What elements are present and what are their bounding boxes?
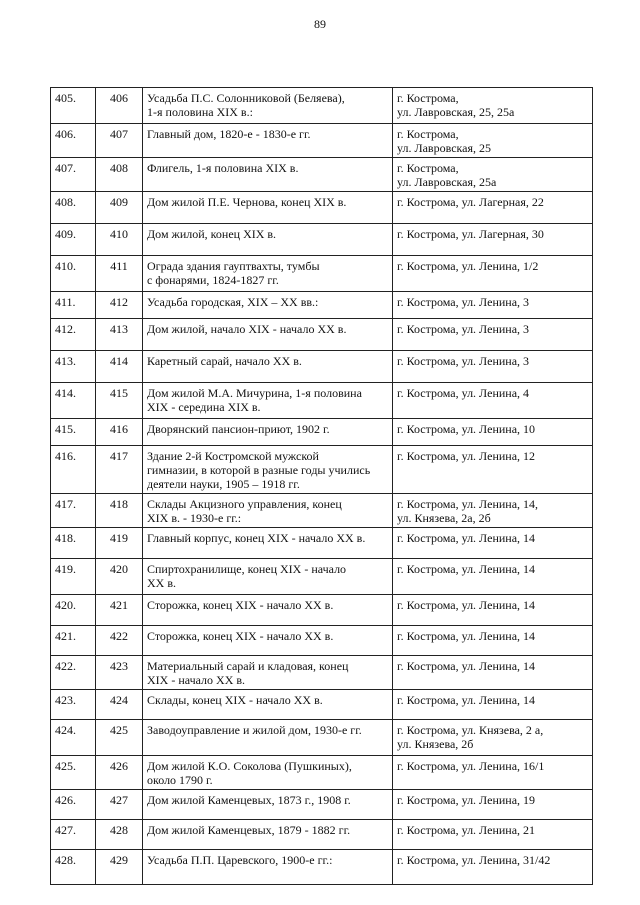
row-number-cell: 412. — [51, 319, 96, 351]
row-number-cell: 411. — [51, 292, 96, 319]
description-cell: Главный корпус, конец XIX - начало XX в. — [143, 528, 393, 559]
address-cell: г. Кострома, ул. Ленина, 14, ул. Князева, 2а, 2б — [393, 494, 593, 528]
table-row — [51, 850, 593, 885]
description-cell: Каретный сарай, начало XX в. — [143, 351, 393, 383]
table-row — [51, 626, 593, 656]
table-row — [51, 595, 593, 626]
table-row — [51, 292, 593, 319]
address-cell: г. Кострома, ул. Ленина, 14 — [393, 559, 593, 595]
description-cell: Дом жилой, конец XIX в. — [143, 224, 393, 256]
table-row — [51, 419, 593, 446]
object-number-cell: 415 — [96, 383, 143, 419]
table-row — [51, 559, 593, 595]
description-cell: Дворянский пансион-приют, 1902 г. — [143, 419, 393, 446]
row-number-cell: 415. — [51, 419, 96, 446]
description-cell: Главный дом, 1820-е - 1830-е гг. — [143, 124, 393, 158]
object-number-cell: 413 — [96, 319, 143, 351]
object-number-cell: 409 — [96, 192, 143, 224]
page-number: 89 — [314, 17, 326, 31]
object-number-cell: 427 — [96, 790, 143, 820]
address-cell: г. Кострома, ул. Лавровская, 25 — [393, 124, 593, 158]
object-number-cell: 429 — [96, 850, 143, 885]
object-number-cell: 410 — [96, 224, 143, 256]
object-number-cell: 414 — [96, 351, 143, 383]
address-cell: г. Кострома, ул. Лавровская, 25, 25а — [393, 88, 593, 124]
row-number-cell: 413. — [51, 351, 96, 383]
row-number-cell: 407. — [51, 158, 96, 192]
address-cell: г. Кострома, ул. Ленина, 10 — [393, 419, 593, 446]
table-row — [51, 690, 593, 720]
address-cell: г. Кострома, ул. Ленина, 1/2 — [393, 256, 593, 292]
description-cell: Дом жилой Каменцевых, 1873 г., 1908 г. — [143, 790, 393, 820]
table-row — [51, 756, 593, 790]
row-number-cell: 418. — [51, 528, 96, 559]
row-number-cell: 420. — [51, 595, 96, 626]
description-cell: Дом жилой М.А. Мичурина, 1-я половина XIX - середина XIX в. — [143, 383, 393, 419]
table-row — [51, 224, 593, 256]
object-number-cell: 418 — [96, 494, 143, 528]
object-number-cell: 423 — [96, 656, 143, 690]
description-cell: Сторожка, конец XIX - начало XX в. — [143, 626, 393, 656]
address-cell: г. Кострома, ул. Ленина, 19 — [393, 790, 593, 820]
description-cell: Усадьба городская, XIX – XX вв.: — [143, 292, 393, 319]
row-number-cell: 410. — [51, 256, 96, 292]
address-cell: г. Кострома, ул. Ленина, 14 — [393, 656, 593, 690]
object-number-cell: 416 — [96, 419, 143, 446]
address-cell: г. Кострома, ул. Ленина, 3 — [393, 319, 593, 351]
address-cell: г. Кострома, ул. Ленина, 3 — [393, 351, 593, 383]
row-number-cell: 421. — [51, 626, 96, 656]
object-number-cell: 420 — [96, 559, 143, 595]
object-number-cell: 408 — [96, 158, 143, 192]
description-cell: Ограда здания гауптвахты, тумбы с фонарями, 1824-1827 гг. — [143, 256, 393, 292]
object-number-cell: 426 — [96, 756, 143, 790]
row-number-cell: 425. — [51, 756, 96, 790]
address-cell: г. Кострома, ул. Ленина, 31/42 — [393, 850, 593, 885]
table-row — [51, 656, 593, 690]
table-row — [51, 528, 593, 559]
address-cell: г. Кострома, ул. Лавровская, 25а — [393, 158, 593, 192]
row-number-cell: 427. — [51, 820, 96, 850]
row-number-cell: 424. — [51, 720, 96, 756]
row-number-cell: 405. — [51, 88, 96, 124]
table-row — [51, 158, 593, 192]
address-cell: г. Кострома, ул. Ленина, 16/1 — [393, 756, 593, 790]
address-cell: г. Кострома, ул. Ленина, 14 — [393, 626, 593, 656]
address-cell: г. Кострома, ул. Ленина, 14 — [393, 690, 593, 720]
table-row — [51, 319, 593, 351]
row-number-cell: 408. — [51, 192, 96, 224]
address-cell: г. Кострома, ул. Ленина, 14 — [393, 528, 593, 559]
description-cell: Усадьба П.П. Царевского, 1900-е гг.: — [143, 850, 393, 885]
object-number-cell: 421 — [96, 595, 143, 626]
row-number-cell: 416. — [51, 446, 96, 494]
table-row — [51, 820, 593, 850]
description-cell: Дом жилой П.Е. Чернова, конец XIX в. — [143, 192, 393, 224]
object-number-cell: 406 — [96, 88, 143, 124]
description-cell: Заводоуправление и жилой дом, 1930-е гг. — [143, 720, 393, 756]
description-cell: Материальный сарай и кладовая, конец XIX - начало XX в. — [143, 656, 393, 690]
table-row — [51, 192, 593, 224]
description-cell: Склады, конец XIX - начало XX в. — [143, 690, 393, 720]
object-number-cell: 419 — [96, 528, 143, 559]
address-cell: г. Кострома, ул. Ленина, 3 — [393, 292, 593, 319]
description-cell: Спиртохранилище, конец XIX - начало XX в. — [143, 559, 393, 595]
description-cell: Дом жилой К.О. Соколова (Пушкиных), около 1790 г. — [143, 756, 393, 790]
address-cell: г. Кострома, ул. Лагерная, 30 — [393, 224, 593, 256]
table-row — [51, 720, 593, 756]
address-cell: г. Кострома, ул. Ленина, 14 — [393, 595, 593, 626]
object-number-cell: 411 — [96, 256, 143, 292]
table-row — [51, 383, 593, 419]
object-number-cell: 428 — [96, 820, 143, 850]
object-number-cell: 407 — [96, 124, 143, 158]
object-number-cell: 422 — [96, 626, 143, 656]
object-number-cell: 417 — [96, 446, 143, 494]
object-number-cell: 425 — [96, 720, 143, 756]
object-number-cell: 424 — [96, 690, 143, 720]
table-row — [51, 88, 593, 124]
row-number-cell: 414. — [51, 383, 96, 419]
description-cell: Дом жилой, начало XIX - начало XX в. — [143, 319, 393, 351]
table-row — [51, 351, 593, 383]
row-number-cell: 423. — [51, 690, 96, 720]
description-cell: Дом жилой Каменцевых, 1879 - 1882 гг. — [143, 820, 393, 850]
row-number-cell: 417. — [51, 494, 96, 528]
table-row — [51, 790, 593, 820]
row-number-cell: 428. — [51, 850, 96, 885]
object-number-cell: 412 — [96, 292, 143, 319]
table-row — [51, 124, 593, 158]
row-number-cell: 419. — [51, 559, 96, 595]
address-cell: г. Кострома, ул. Ленина, 21 — [393, 820, 593, 850]
heritage-table — [50, 87, 593, 885]
description-cell: Сторожка, конец XIX - начало XX в. — [143, 595, 393, 626]
table-row — [51, 256, 593, 292]
address-cell: г. Кострома, ул. Князева, 2 а, ул. Князева, 2б — [393, 720, 593, 756]
row-number-cell: 426. — [51, 790, 96, 820]
description-cell: Усадьба П.С. Солонниковой (Беляева), 1-я половина XIX в.: — [143, 88, 393, 124]
address-cell: г. Кострома, ул. Ленина, 12 — [393, 446, 593, 494]
row-number-cell: 406. — [51, 124, 96, 158]
address-cell: г. Кострома, ул. Ленина, 4 — [393, 383, 593, 419]
description-cell: Склады Акцизного управления, конец XIX в. - 1930-е гг.: — [143, 494, 393, 528]
row-number-cell: 422. — [51, 656, 96, 690]
description-cell: Флигель, 1-я половина XIX в. — [143, 158, 393, 192]
table-row — [51, 446, 593, 494]
row-number-cell: 409. — [51, 224, 96, 256]
address-cell: г. Кострома, ул. Лагерная, 22 — [393, 192, 593, 224]
table-row — [51, 494, 593, 528]
description-cell: Здание 2-й Костромской мужской гимназии, в которой в разные годы учились деятели науки, 1905 – 1918 гг. — [143, 446, 393, 494]
